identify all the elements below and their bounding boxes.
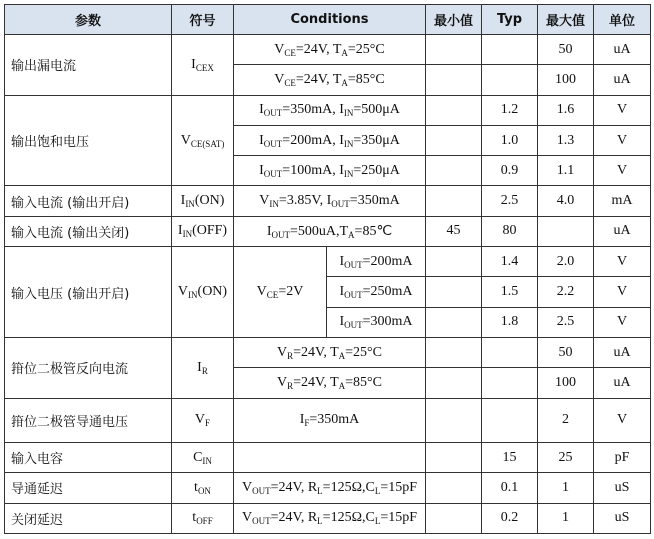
unit-cell: uA xyxy=(594,368,651,398)
typ-cell: 2.5 xyxy=(482,186,538,216)
condition-cell: $I_{OUT}=200mA$ xyxy=(327,247,426,277)
condition-cell: $V_{CE}=24V$, $T_A=85^\circ C$ xyxy=(234,65,426,95)
condition-cell: $I_{OUT}=250mA$ xyxy=(327,277,426,307)
max-cell: 1 xyxy=(538,473,594,503)
unit-cell: pF xyxy=(594,443,651,473)
max-cell: 2.2 xyxy=(538,277,594,307)
param-cell: 输出饱和电压 xyxy=(5,95,172,186)
param-cell: 输入电流 (输出开启) xyxy=(5,186,172,216)
unit-cell: uA xyxy=(594,337,651,367)
param-cell: 输入电压 (输出开启) xyxy=(5,247,172,338)
min-cell: 45 xyxy=(426,216,482,246)
typ-cell: 1.2 xyxy=(482,95,538,125)
condition-cell: $I_{OUT}=500uA,T_A=85℃$ xyxy=(234,216,426,246)
param-cell: 输入电容 xyxy=(5,443,172,473)
typ-cell xyxy=(482,398,538,442)
condition-cell: $I_{OUT}=300mA$ xyxy=(327,307,426,337)
param-cell: 关闭延迟 xyxy=(5,503,172,533)
table-row xyxy=(5,216,651,246)
max-cell: 2.0 xyxy=(538,247,594,277)
header-unit: 单位 xyxy=(594,5,651,35)
symbol-cell: $t_{ON}$ xyxy=(172,473,234,503)
table-row xyxy=(5,337,651,367)
unit-cell: V xyxy=(594,95,651,125)
header-symbol: 符号 xyxy=(172,5,234,35)
condition-cell: $V_{OUT}=24V$, $R_L=125\Omega,C_L=15pF$ xyxy=(234,473,426,503)
min-cell xyxy=(426,277,482,307)
symbol-cell: $C_{IN}$ xyxy=(172,443,234,473)
condition-cell: $V_{CE}=24V$, $T_A=25^\circ C$ xyxy=(234,35,426,65)
unit-cell: uA xyxy=(594,35,651,65)
condition-cell xyxy=(234,443,426,473)
condition-cell: $I_F=350mA$ xyxy=(234,398,426,442)
typ-cell: 1.0 xyxy=(482,125,538,155)
unit-cell: V xyxy=(594,156,651,186)
table-row xyxy=(5,398,651,442)
min-cell xyxy=(426,186,482,216)
typ-cell: 1.4 xyxy=(482,247,538,277)
typ-cell xyxy=(482,65,538,95)
unit-cell: uS xyxy=(594,473,651,503)
symbol-cell: $I_{IN}(OFF)$ xyxy=(172,216,234,246)
table-row xyxy=(5,503,651,533)
condition-main-cell: $V_{CE}=2V$ xyxy=(234,247,327,338)
min-cell xyxy=(426,503,482,533)
header-typ: Typ xyxy=(482,5,538,35)
table-row xyxy=(5,473,651,503)
min-cell xyxy=(426,443,482,473)
max-cell: 1.3 xyxy=(538,125,594,155)
min-cell xyxy=(426,35,482,65)
min-cell xyxy=(426,65,482,95)
typ-cell: 0.2 xyxy=(482,503,538,533)
condition-cell: $V_{IN}=3.85V$, $I_{OUT}=350mA$ xyxy=(234,186,426,216)
unit-cell: mA xyxy=(594,186,651,216)
symbol-cell: $V_F$ xyxy=(172,398,234,442)
param-cell: 导通延迟 xyxy=(5,473,172,503)
max-cell: 50 xyxy=(538,337,594,367)
header-conditions: Conditions xyxy=(234,5,426,35)
header-min: 最小值 xyxy=(426,5,482,35)
symbol-cell: $I_{IN}(ON)$ xyxy=(172,186,234,216)
header-param: 参数 xyxy=(5,5,172,35)
max-cell: 1.1 xyxy=(538,156,594,186)
max-cell: 1 xyxy=(538,503,594,533)
condition-cell: $V_R=24V$, $T_A=25^\circ C$ xyxy=(234,337,426,367)
condition-cell: $V_{OUT}=24V$, $R_L=125\Omega,C_L=15pF$ xyxy=(234,503,426,533)
symbol-cell: $t_{OFF}$ xyxy=(172,503,234,533)
unit-cell: V xyxy=(594,398,651,442)
max-cell: 100 xyxy=(538,368,594,398)
table-row xyxy=(5,35,651,65)
min-cell xyxy=(426,247,482,277)
param-cell: 箝位二极管反向电流 xyxy=(5,337,172,398)
unit-cell: uA xyxy=(594,65,651,95)
condition-cell: $I_{OUT}=100mA$, $I_{IN}=250\mu A$ xyxy=(234,156,426,186)
min-cell xyxy=(426,337,482,367)
max-cell: 4.0 xyxy=(538,186,594,216)
table-row xyxy=(5,443,651,473)
typ-cell: 80 xyxy=(482,216,538,246)
typ-cell xyxy=(482,368,538,398)
typ-cell: 0.9 xyxy=(482,156,538,186)
symbol-cell: $V_{IN}(ON)$ xyxy=(172,247,234,338)
typ-cell: 15 xyxy=(482,443,538,473)
max-cell: 2 xyxy=(538,398,594,442)
table-row xyxy=(5,247,651,277)
min-cell xyxy=(426,398,482,442)
min-cell xyxy=(426,307,482,337)
unit-cell: V xyxy=(594,277,651,307)
param-cell: 输入电流 (输出关闭) xyxy=(5,216,172,246)
max-cell: 100 xyxy=(538,65,594,95)
unit-cell: V xyxy=(594,307,651,337)
typ-cell xyxy=(482,337,538,367)
max-cell: 50 xyxy=(538,35,594,65)
condition-cell: $V_R=24V$, $T_A=85^\circ C$ xyxy=(234,368,426,398)
condition-cell: $I_{OUT}=200mA$, $I_{IN}=350\mu A$ xyxy=(234,125,426,155)
unit-cell: V xyxy=(594,247,651,277)
header-row xyxy=(5,5,651,35)
unit-cell: V xyxy=(594,125,651,155)
max-cell: 1.6 xyxy=(538,95,594,125)
table-row xyxy=(5,95,651,125)
max-cell xyxy=(538,216,594,246)
symbol-cell: $V_{CE(SAT)}$ xyxy=(172,95,234,186)
typ-cell xyxy=(482,35,538,65)
min-cell xyxy=(426,156,482,186)
typ-cell: 1.8 xyxy=(482,307,538,337)
typ-cell: 0.1 xyxy=(482,473,538,503)
max-cell: 2.5 xyxy=(538,307,594,337)
max-cell: 25 xyxy=(538,443,594,473)
header-max: 最大值 xyxy=(538,5,594,35)
min-cell xyxy=(426,473,482,503)
table-row xyxy=(5,186,651,216)
unit-cell: uA xyxy=(594,216,651,246)
typ-cell: 1.5 xyxy=(482,277,538,307)
param-cell: 输出漏电流 xyxy=(5,35,172,96)
min-cell xyxy=(426,95,482,125)
symbol-cell: $I_{CEX}$ xyxy=(172,35,234,96)
min-cell xyxy=(426,368,482,398)
electrical-characteristics-table xyxy=(4,4,651,534)
param-cell: 箝位二极管导通电压 xyxy=(5,398,172,442)
symbol-cell: $I_R$ xyxy=(172,337,234,398)
unit-cell: uS xyxy=(594,503,651,533)
condition-cell: $I_{OUT}=350mA$, $I_{IN}=500\mu A$ xyxy=(234,95,426,125)
min-cell xyxy=(426,125,482,155)
